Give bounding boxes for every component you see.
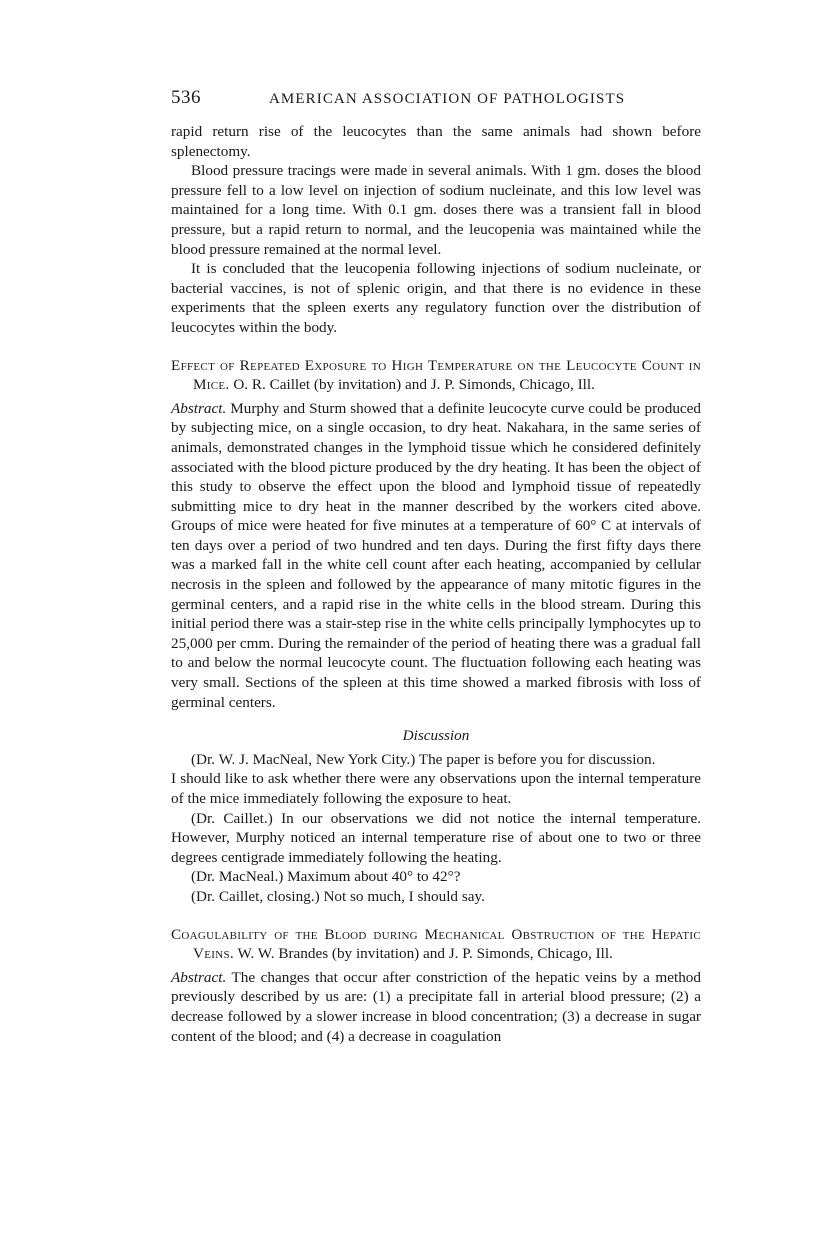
article-2-authors: W. W. Brandes (by invitation) and J. P. Simonds, Chicago, Ill. <box>237 945 613 963</box>
continuation-paragraph-3: It is concluded that the leucopenia following injections of sodium nucleinate, or bacterial vaccines, is not of splenic origin, and that there is no evidence in these experiments that the spleen exerts any regulatory function over the distribution of leucocytes within the body. <box>171 260 701 336</box>
discussion-item-5: (Dr. Caillet, closing.) Not so much, I should say. <box>191 887 485 905</box>
discussion-heading: Discussion <box>402 727 470 745</box>
article-1-heading <box>171 356 701 395</box>
continuation-paragraph-2: Blood pressure tracings were made in several animals. With 1 gm. doses the blood pressure fell to a low level on injection of sodium nucleinate, and this low level was maintained for a long time. With 0.1 gm. doses there was a transient fall in blood pressure, but a rapid return to normal, and the leucopenia was maintained while the blood pressure remained at the normal level. <box>171 162 701 258</box>
article-1-abstract-label: Abstract. <box>171 399 227 417</box>
article-2-abstract-label: Abstract. <box>171 968 227 986</box>
article-1-abstract <box>171 399 701 713</box>
article-1-authors: O. R. Caillet (by invitation) and J. P. Simonds, Chicago, Ill. <box>233 376 595 394</box>
article-1-title: Effect of Repeated Exposure to High Temperature on the Leucocyte Count in Mice. <box>171 356 701 394</box>
article-1-abstract-text: Murphy and Sturm showed that a definite leucocyte curve could be produced by subjecting mice, on a single occasion, to dry heat. Nakahara, in the same series of animals, demonstrated changes in the lymphoid tissue which he considered definitely associated with the blood picture produced by the dry heating. It has been the object of this study to observe the effect upon the blood and lymphoid tissue of repeatedly submitting mice to dry heat in the manner described by the workers cited above. Groups of mice were heated for five minutes at a temperature of 60° C at intervals of ten days over a period of two hundred and ten days. During the first fifty days there was a marked fall in the white cell count after each heating, accompanied by cellular necrosis in the spleen and followed by the appearance of many mitotic figures in the germinal centers, and a rapid rise in the white cells in the blood stream. During this initial period there was a stair-step rise in the white cells principally lymphocytes up to 25,000 per cmm. During the remainder of the period of heating there was a gradual fall to and below the normal leucocyte count. The fluctuation following each heating was very small. Sections of the spleen at this time showed a marked fibrosis with loss of germinal centers. <box>171 399 702 711</box>
discussion-item-2: I should like to ask whether there were any observations upon the internal temperature of the mice immediately following the exposure to heat. <box>171 770 701 807</box>
discussion-item-1: (Dr. W. J. MacNeal, New York City.) The paper is before you for discussion. <box>191 750 656 768</box>
journal-title: AMERICAN ASSOCIATION OF PATHOLOGISTS <box>269 91 626 107</box>
article-2-title: Coagulability of the Blood during Mechanical Obstruction of the Hepatic Veins. <box>171 925 701 963</box>
running-head <box>171 88 701 114</box>
page-number: 536 <box>171 87 201 108</box>
discussion-item-3: (Dr. Caillet.) In our observations we did not notice the internal temperature. However, Murphy noticed an internal temperature rise of about one to two or three degrees centigrade immediately following the heating. <box>171 809 701 866</box>
article-2-heading <box>171 925 701 964</box>
journal-page <box>171 88 701 1046</box>
discussion-item-4: (Dr. MacNeal.) Maximum about 40° to 42°? <box>191 868 461 886</box>
article-2-abstract <box>171 968 701 1046</box>
continuation-paragraph-1: rapid return rise of the leucocytes than the same animals had shown before splenectomy. <box>171 123 701 160</box>
article-2-abstract-text: The changes that occur after constriction of the hepatic veins by a method previously described by us are: (1) a precipitate fall in arterial blood pressure; (2) a decrease followed by a slower increase in blood concentration; (3) a decrease in sugar content of the blood; and (4) a decrease in coagulation <box>171 968 701 1045</box>
